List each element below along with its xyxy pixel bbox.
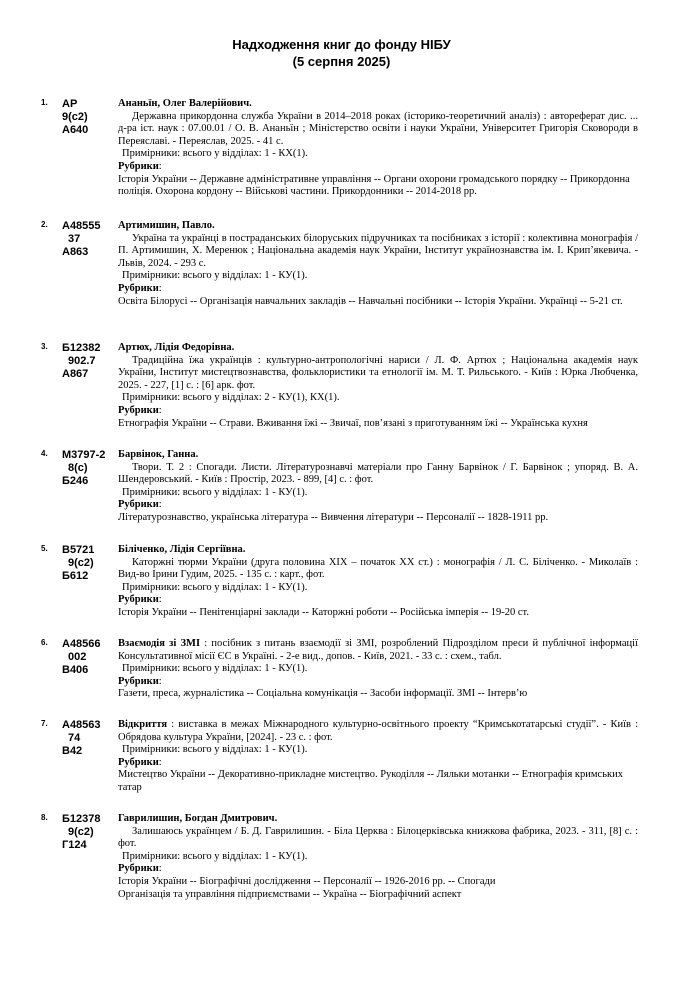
shelf-code: АР bbox=[62, 98, 78, 110]
shelf-author-sign: А640 bbox=[62, 124, 89, 136]
shelf-class: 9(с2) bbox=[68, 826, 94, 838]
shelf-author-sign: Г124 bbox=[62, 839, 87, 851]
entry-rubric: Літературознавство, українська література -- Вивчення літератури -- Персоналії -- 1828-1911 рр. bbox=[118, 511, 549, 523]
entry-description: Україна та українці в постраданських білоруських підручниках та посібниках з історії : колективна монографія / П. Артимишин, Х. Меренюк ; Національна академія наук України, Інститут українознавства ім. І. Крип’якевича. - Львів, 2024. - 293 с. bbox=[118, 232, 638, 269]
rubrics-heading: Рубрики: bbox=[118, 282, 162, 294]
entry-rubric: Історія України -- Пенітенціарні заклади -- Каторжні роботи -- Російська імперія -- 19-20 ст. bbox=[118, 606, 529, 618]
entry-body bbox=[118, 638, 638, 701]
entry-body bbox=[118, 449, 638, 525]
entry-copies: Примірники: всього у відділах: 1 - КХ(1). bbox=[122, 148, 308, 160]
shelf-author-sign: А863 bbox=[62, 246, 89, 258]
entry-copies: Примірники: всього у відділах: 2 - КУ(1), КХ(1). bbox=[122, 392, 340, 404]
shelf-author-sign: Б246 bbox=[62, 475, 89, 487]
shelf-class: 002 bbox=[68, 651, 87, 663]
shelf-mark bbox=[62, 98, 118, 137]
entry-author: Артимишин, Павло. bbox=[118, 220, 215, 231]
shelf-class: 74 bbox=[68, 732, 81, 744]
entry-description: Традиційна їжа українців : культурно-антропологічні нариси / Л. Ф. Артюх ; Національна академія наук України, Інститут мистецтвознавства, фольклористики та етнології ім. М. Т. Рильського. - Київ : Юрка Любченка, 2025. - 227, [1] с. : [6] арк. фот. bbox=[118, 354, 638, 391]
entry-copies: Примірники: всього у відділах: 1 - КУ(1). bbox=[122, 663, 308, 675]
entry-description: Державна прикордонна служба України в 2014–2018 роках (історико-теоретичний аналіз) : автореферат дис. ... д-ра іст. наук : 07.00.01 / О. В. Ананьїн ; Міністерство освіти і науки України, Університет Григорія Сковороди в Переяславі. - Переяслав, 2025. - 41 с. bbox=[118, 110, 638, 147]
entry-author: Барвінок, Ганна. bbox=[118, 449, 199, 460]
entry-number: 3. bbox=[41, 342, 48, 351]
shelf-author-sign: Б612 bbox=[62, 570, 89, 582]
entry-body bbox=[118, 220, 638, 308]
shelf-code: А48566 bbox=[62, 638, 101, 650]
entry-number: 4. bbox=[41, 449, 48, 458]
entry-copies: Примірники: всього у відділах: 1 - КУ(1). bbox=[122, 850, 308, 862]
shelf-mark bbox=[62, 220, 118, 259]
shelf-author-sign: А867 bbox=[62, 368, 89, 380]
shelf-code: Б12382 bbox=[62, 342, 101, 354]
shelf-mark bbox=[62, 449, 118, 488]
rubrics-heading: Рубрики: bbox=[118, 404, 162, 416]
shelf-class: 9(с2) bbox=[68, 557, 94, 569]
entry-copies: Примірники: всього у відділах: 1 - КУ(1). bbox=[122, 270, 308, 282]
shelf-code: А48555 bbox=[62, 220, 101, 232]
entry-author: Гаврилишин, Богдан Дмитрович. bbox=[118, 813, 278, 824]
shelf-mark bbox=[62, 638, 118, 677]
shelf-mark bbox=[62, 342, 118, 381]
rubrics-heading: Рубрики: bbox=[118, 756, 162, 768]
entry-body bbox=[118, 544, 638, 620]
entry-body bbox=[118, 813, 638, 901]
entry-author: Ананьїн, Олег Валерійович. bbox=[118, 98, 252, 109]
entry-copies: Примірники: всього у відділах: 1 - КУ(1). bbox=[122, 581, 308, 593]
entry-description: Залишаюсь українцем / Б. Д. Гаврилишин. - Біла Церква : Білоцерківська книжкова фабрика, 2023. - 311, [8] с. : фот. bbox=[118, 825, 638, 850]
entry-description: Відкриття : виставка в межах Міжнародного культурно-освітнього проекту “Кримськотатарські студії”. - Київ : Обрядова культура України, [2024]. - 23 с. : фот. bbox=[118, 719, 638, 743]
page-title-line1: Надходження книг до фонду НІБУ bbox=[232, 37, 451, 52]
entry-rubric: Етнографія України -- Страви. Вживання їжі -- Звичаї, пов’язані з приготуванням їжі -- Українська кухня bbox=[118, 417, 588, 429]
entry-number: 6. bbox=[41, 638, 48, 647]
entry-title: Взаємодія зі ЗМІ bbox=[118, 638, 201, 649]
shelf-class: 902.7 bbox=[68, 355, 96, 367]
shelf-class: 37 bbox=[68, 233, 81, 245]
shelf-author-sign: В42 bbox=[62, 745, 83, 757]
entry-body bbox=[118, 342, 638, 430]
shelf-code: В5721 bbox=[62, 544, 95, 556]
rubrics-heading: Рубрики: bbox=[118, 594, 162, 606]
shelf-code: А48563 bbox=[62, 719, 101, 731]
shelf-mark bbox=[62, 813, 118, 852]
page-title-line2: (5 серпня 2025) bbox=[292, 54, 391, 69]
entry-body bbox=[118, 98, 638, 199]
entry-copies: Примірники: всього у відділах: 1 - КУ(1). bbox=[122, 744, 308, 756]
entry-description: Взаємодія зі ЗМІ : посібник з питань взаємодії зі ЗМІ, розроблений Підрозділом преси й публічної інформації Консультативної місії ЄС в Україні. - 2-е вид., допов. - Київ, 2021. - 33 с. : схем., табл. bbox=[118, 638, 638, 662]
entry-title: Відкриття bbox=[118, 719, 168, 730]
entry-rubric: Історія України -- Біографічні дослідження -- Персоналії -- 1926-2016 рр. -- Спогади bbox=[118, 875, 496, 887]
shelf-class: 9(с2) bbox=[62, 111, 88, 123]
shelf-code: Б12378 bbox=[62, 813, 101, 825]
shelf-class: 8(с) bbox=[68, 462, 88, 474]
rubrics-heading: Рубрики: bbox=[118, 160, 162, 172]
rubrics-heading: Рубрики: bbox=[118, 499, 162, 511]
entry-description: Твори. Т. 2 : Спогади. Листи. Літературознавчі матеріали про Ганну Барвінок / Г. Барвінок ; упоряд. В. А. Шендеровський. - Київ : Простір, 2023. - 899, [4] с. : фот. bbox=[118, 461, 638, 486]
entry-rubric: Організація та управління підприємствами -- Україна -- Біографічний аспект bbox=[118, 888, 462, 900]
entry-description: Каторжні тюрми України (друга половина XIX – початок XX ст.) : монографія / Л. С. Біліченко. - Миколаїв : Вид-во Ірини Гудим, 2025. - 135 с. : карт., фот. bbox=[118, 556, 638, 581]
entry-rubric: Мистецтво України -- Декоративно-прикладне мистецтво. Рукоділля -- Ляльки мотанки -- Етнографія кримських татар bbox=[118, 769, 623, 793]
entry-rubric: Освіта Білорусі -- Організація навчальних закладів -- Навчальні посібники -- Історія України. Українці -- 5-21 ст. bbox=[118, 295, 623, 307]
entry-rubric: Історія України -- Державне адміністративне управління -- Органи охорони громадського порядку -- Прикордонна поліція. Охорона кордону -- Військові частини. Прикордонники -- 2014-2018 рр. bbox=[118, 173, 630, 198]
entry-rubric: Газети, преса, журналістика -- Соціальна комунікація -- Засоби інформації. ЗМІ -- Інтерв’ю bbox=[118, 688, 528, 700]
shelf-mark bbox=[62, 544, 118, 583]
entry-copies: Примірники: всього у відділах: 1 - КУ(1). bbox=[122, 486, 308, 498]
entry-number: 1. bbox=[41, 98, 48, 107]
rubrics-heading: Рубрики: bbox=[118, 863, 162, 875]
entry-body bbox=[118, 719, 638, 795]
entry-number: 5. bbox=[41, 544, 48, 553]
entry-author: Біліченко, Лідія Сергіївна. bbox=[118, 544, 246, 555]
entry-number: 8. bbox=[41, 813, 48, 822]
shelf-author-sign: В406 bbox=[62, 664, 89, 676]
rubrics-heading: Рубрики: bbox=[118, 675, 162, 687]
entry-author: Артюх, Лідія Федорівна. bbox=[118, 342, 235, 353]
shelf-code: М3797-2 bbox=[62, 449, 106, 461]
entry-number: 2. bbox=[41, 220, 48, 229]
entry-number: 7. bbox=[41, 719, 48, 728]
shelf-mark bbox=[62, 719, 118, 758]
